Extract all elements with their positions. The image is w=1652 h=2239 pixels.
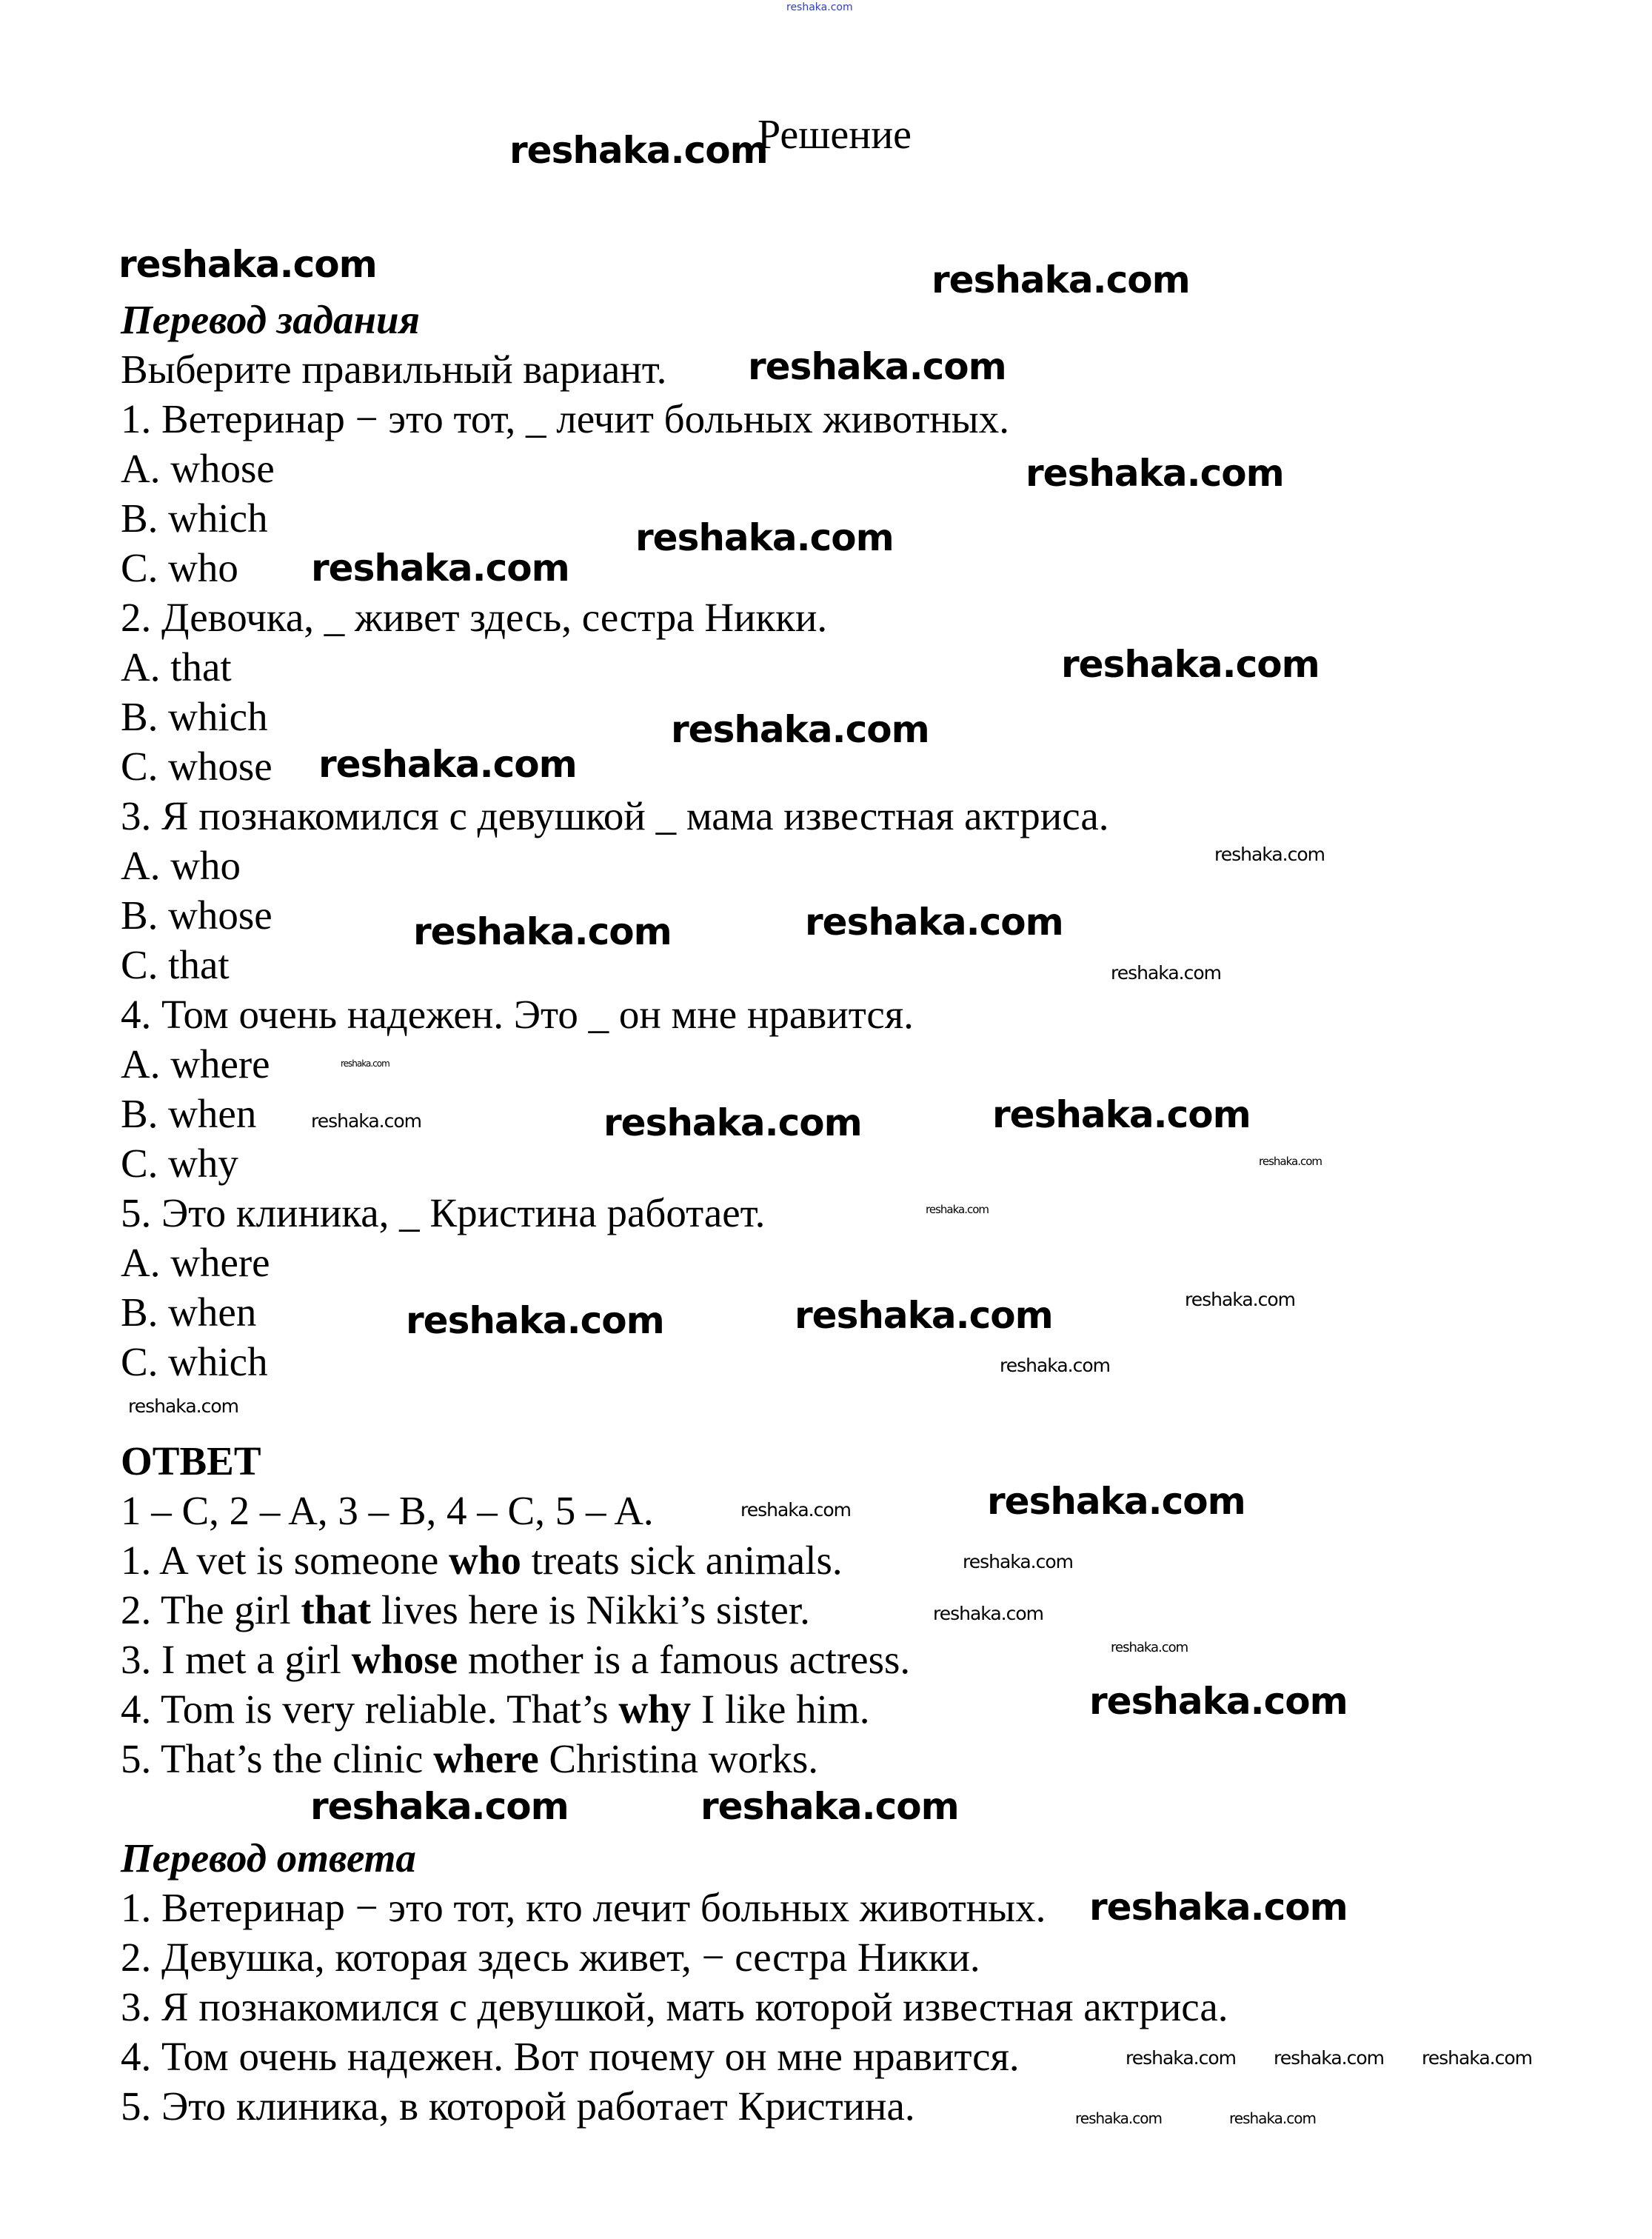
answer-word: that	[301, 1587, 372, 1632]
watermark: reshaka.com	[406, 1299, 664, 1342]
text: 3. I met a girl	[121, 1637, 352, 1682]
watermark: reshaka.com	[1259, 1155, 1322, 1168]
answer-sentence	[121, 1684, 1228, 1734]
text: 4. Tom is very reliable. That’s	[121, 1686, 619, 1732]
watermark: reshaka.com	[509, 129, 768, 172]
translation: 4. Том очень надежен. Вот почему он мне нравится.	[121, 2034, 1020, 2079]
text: treats sick animals.	[521, 1538, 843, 1583]
answer-word: whose	[351, 1637, 458, 1682]
question-3: 3. Я познакомился с девушкой _ мама известная актриса.	[121, 793, 1109, 838]
option: A. who	[121, 843, 241, 888]
watermark: reshaka.com	[932, 258, 1190, 301]
spacer	[121, 1783, 1228, 1833]
translation: 2. Девушка, которая здесь живет, − сестра Никки.	[121, 1935, 980, 1980]
task-heading: Перевод задания	[121, 297, 420, 342]
watermark: reshaka.com	[1075, 2109, 1162, 2127]
option: B. whose	[121, 892, 272, 938]
spacer	[121, 1387, 1228, 1436]
watermark: reshaka.com	[1089, 1680, 1348, 1723]
watermark: reshaka.com	[933, 1603, 1043, 1624]
answer-word: who	[449, 1538, 521, 1583]
option: B. which	[121, 495, 268, 541]
watermark: reshaka.com	[1274, 2047, 1384, 2069]
watermark: reshaka.com	[128, 1395, 238, 1417]
watermark: reshaka.com	[118, 243, 377, 286]
option: B. when	[121, 1289, 257, 1335]
translation: 1. Ветеринар − это тот, кто лечит больных животных.	[121, 1885, 1046, 1930]
translation: 3. Я познакомился с девушкой, мать которой известная актриса.	[121, 1984, 1228, 2029]
page-title: Решение	[758, 112, 912, 158]
text: lives here is Nikki’s sister.	[371, 1587, 810, 1632]
answer-word: why	[618, 1686, 692, 1732]
watermark: reshaka.com	[805, 901, 1063, 944]
answer-sentence	[121, 1734, 1228, 1783]
answer-sentence	[121, 1585, 1228, 1635]
header-watermark-link[interactable]: reshaka.com	[786, 1, 853, 13]
option: C. which	[121, 1339, 268, 1384]
watermark: reshaka.com	[341, 1058, 389, 1069]
answer-key: 1 – C, 2 – A, 3 – B, 4 – C, 5 – A.	[121, 1488, 654, 1533]
instruction: Выберите правильный вариант.	[121, 347, 667, 392]
watermark: reshaka.com	[311, 547, 569, 590]
option: C. why	[121, 1141, 238, 1186]
watermark: reshaka.com	[1000, 1355, 1110, 1376]
watermark: reshaka.com	[1422, 2047, 1532, 2069]
watermark: reshaka.com	[1026, 452, 1284, 495]
watermark: reshaka.com	[1126, 2047, 1236, 2069]
question-5: 5. Это клиника, _ Кристина работает.	[121, 1190, 766, 1235]
option: C. whose	[121, 744, 272, 789]
watermark: reshaka.com	[700, 1785, 959, 1828]
question-1: 1. Ветеринар − это тот, _ лечит больных животных.	[121, 396, 1010, 441]
text: I like him.	[691, 1686, 870, 1732]
translation: 5. Это клиника, в которой работает Кристина.	[121, 2083, 915, 2129]
watermark: reshaka.com	[1229, 2109, 1316, 2127]
watermark: reshaka.com	[635, 516, 894, 559]
option: B. which	[121, 694, 268, 739]
translation-heading: Перевод ответа	[121, 1835, 416, 1881]
watermark: reshaka.com	[413, 910, 672, 953]
option: C. who	[121, 545, 238, 590]
text: mother is a famous actress.	[458, 1637, 911, 1682]
option: A. whose	[121, 446, 275, 491]
text: 2. The girl	[121, 1587, 301, 1632]
option: C. that	[121, 942, 230, 987]
text: 5. That’s the clinic	[121, 1736, 434, 1781]
text: 1. A vet is someone	[121, 1538, 449, 1583]
answer-heading: ОТВЕТ	[121, 1438, 261, 1484]
watermark: reshaka.com	[987, 1480, 1245, 1523]
answer-sentence	[121, 1635, 1228, 1684]
watermark: reshaka.com	[1214, 844, 1325, 865]
watermark: reshaka.com	[992, 1093, 1251, 1136]
watermark: reshaka.com	[740, 1499, 851, 1521]
watermark: reshaka.com	[1089, 1886, 1348, 1929]
option: A. where	[121, 1240, 270, 1285]
answer-word: where	[433, 1736, 539, 1781]
question-2: 2. Девочка, _ живет здесь, сестра Никки.	[121, 595, 828, 640]
text: Christina works.	[538, 1736, 819, 1781]
document-body	[121, 295, 1228, 2131]
option: A. where	[121, 1041, 270, 1087]
watermark: reshaka.com	[1111, 1640, 1188, 1655]
watermark: reshaka.com	[318, 743, 577, 786]
watermark: reshaka.com	[963, 1551, 1073, 1572]
watermark: reshaka.com	[1185, 1289, 1295, 1310]
watermark: reshaka.com	[671, 708, 929, 751]
question-4: 4. Том очень надежен. Это _ он мне нравится.	[121, 992, 914, 1037]
option: A. that	[121, 644, 232, 690]
watermark: reshaka.com	[795, 1294, 1053, 1337]
watermark: reshaka.com	[603, 1101, 862, 1144]
watermark: reshaka.com	[1111, 962, 1221, 984]
watermark: reshaka.com	[926, 1203, 989, 1216]
watermark: reshaka.com	[1061, 643, 1320, 686]
watermark: reshaka.com	[748, 345, 1006, 388]
watermark: reshaka.com	[310, 1785, 569, 1828]
watermark: reshaka.com	[311, 1110, 421, 1132]
option: B. when	[121, 1091, 257, 1136]
